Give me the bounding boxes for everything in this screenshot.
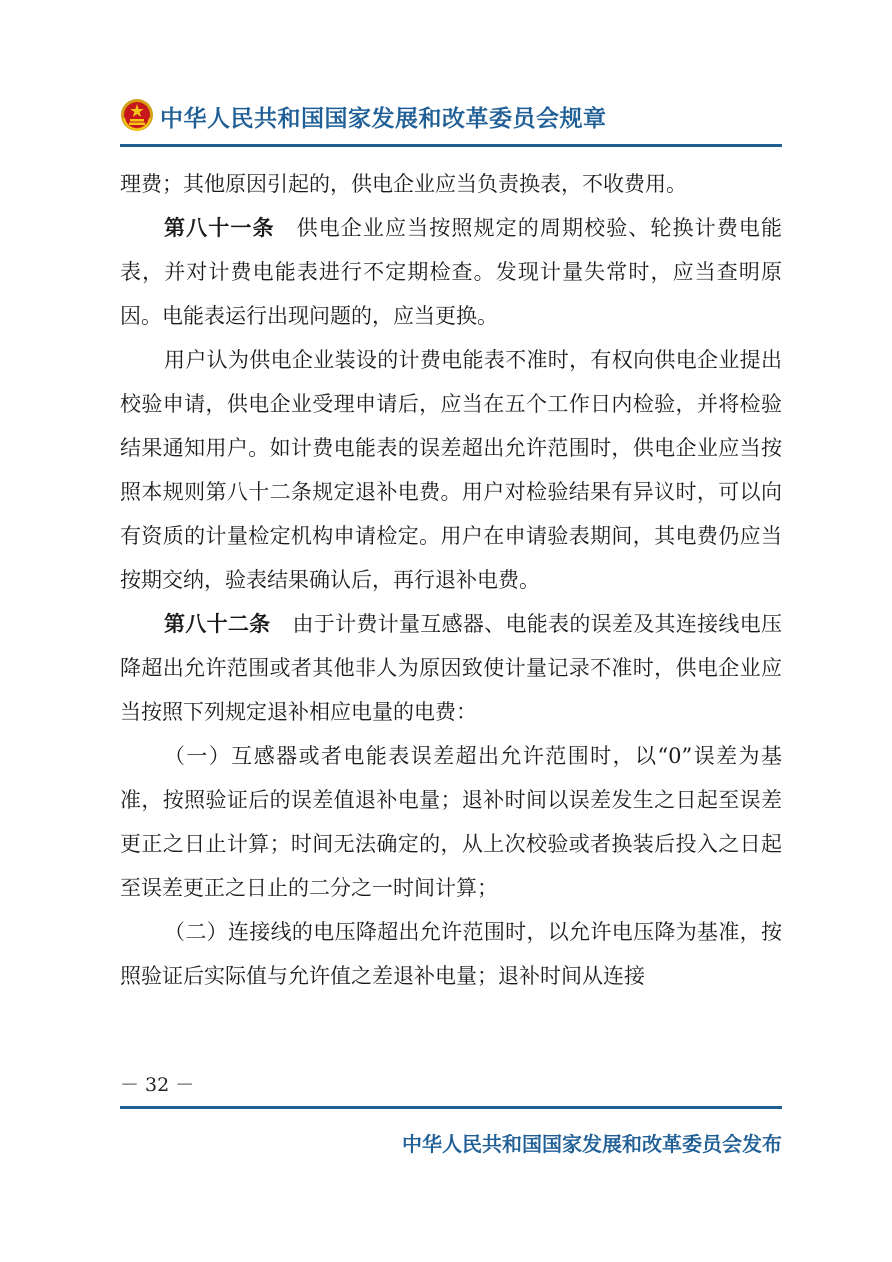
- paragraph: [120, 602, 782, 734]
- page-header: [120, 96, 782, 144]
- national-emblem-icon: [120, 98, 154, 132]
- article-number: 第八十一条: [164, 216, 275, 240]
- article-number: 第八十二条: [164, 612, 271, 636]
- paragraph: [120, 206, 782, 338]
- paragraph-text: 理费；其他原因引起的，供电企业应当负责换表，不收费用。: [120, 172, 687, 196]
- page-number: － 32 －: [120, 1074, 195, 1096]
- header-title: 中华人民共和国国家发展和改革委员会规章: [160, 106, 607, 132]
- paragraph-text: 供电企业应当按照规定的周期校验、轮换计费电能表，并对计费电能表进行不定期检查。发现计量失常时，应当查明原因。电能表运行出现问题的，应当更换。: [120, 216, 782, 328]
- header-divider: [120, 144, 782, 147]
- paragraph-text: 用户认为供电企业装设的计费电能表不准时，有权向供电企业提出校验申请，供电企业受理申请后，应当在五个工作日内检验，并将检验结果通知用户。如计费电能表的误差超出允许范围时，供电企业应当按照本规则第八十二条规定退补电费。用户对检验结果有异议时，可以向有资质的计量检定机构申请检定。用户在申请验表期间，其电费仍应当按期交纳，验表结果确认后，再行退补电费。: [120, 348, 782, 592]
- paragraph-text: （二）连接线的电压降超出允许范围时，以允许电压降为基准，按照验证后实际值与允许值之差退补电量；退补时间从连接: [120, 920, 782, 988]
- paragraph-text: 由于计费计量互感器、电能表的误差及其连接线电压降超出允许范围或者其他非人为原因致使计量记录不准时，供电企业应当按照下列规定退补相应电量的电费：: [120, 612, 783, 724]
- footer-divider: [120, 1106, 782, 1109]
- paragraph: [120, 910, 782, 998]
- footer-publisher: 中华人民共和国国家发展和改革委员会发布: [402, 1132, 782, 1156]
- paragraph: [120, 338, 782, 602]
- paragraph-text: （一）互感器或者电能表误差超出允许范围时，以“0”误差为基准，按照验证后的误差值退补电量；退补时间以误差发生之日起至误差更正之日止计算；时间无法确定的，从上次校验或者换装后投入之日起至误差更正之日止的二分之一时间计算；: [120, 744, 782, 900]
- paragraph: [120, 734, 782, 910]
- paragraph: [120, 162, 782, 206]
- document-body: [120, 162, 782, 998]
